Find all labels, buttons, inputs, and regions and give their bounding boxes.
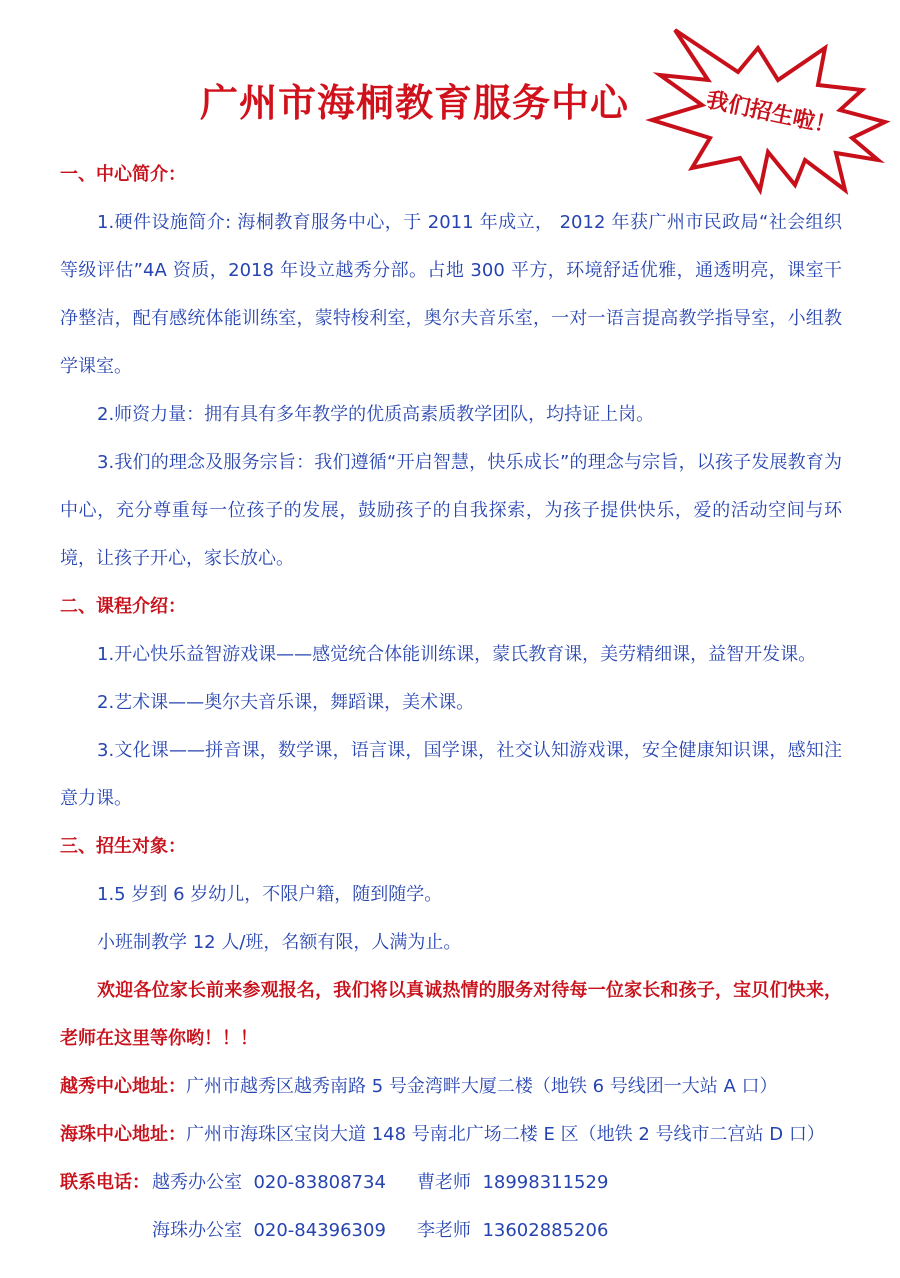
section-heading: 一、中心简介： [60,164,186,185]
badge-text: 我们招生啦！ [704,87,839,140]
contact-row [60,1159,842,1207]
document-body [60,151,842,1255]
paragraph: 1.5 岁到 6 岁幼儿，不限户籍，随到随学。 [97,884,443,905]
address-label: 越秀中心地址： [60,1076,186,1097]
address-value: 广州市越秀区越秀南路 5 号金湾畔大厦二楼（地铁 6 号线团一大站 A 口） [186,1076,778,1097]
address-value: 广州市海珠区宝岗大道 148 号南北广场二楼 E 区（地铁 2 号线市二宫站 D 口） [186,1124,825,1145]
office-phone: 海珠办公室 020-84396309 [152,1220,386,1241]
paragraph: 1.开心快乐益智游戏课——感觉统合体能训练课，蒙氏教育课，美劳精细课，益智开发课。 [97,644,817,665]
address-yuexiu [60,1063,842,1111]
paragraph: 3.文化课——拼音课，数学课，语言课，国学课，社交认知游戏课，安全健康知识课，感知注意力课。 [60,740,842,809]
address-haizhu [60,1111,842,1159]
paragraph: 1.硬件设施简介: 海桐教育服务中心，于 2011 年成立， 2012 年获广州市民政局“社会组织等级评估”4A 资质，2018 年设立越秀分部。占地 300 平方，环境舒适优雅，通透明亮，课室干净整洁，配有感统体能训练室，蒙特梭利室，奥尔夫音乐室，一对一语言提高教学指导室，小组教学课室。 [60,212,842,377]
paragraph: 2.师资力量：拥有具有多年教学的优质高素质教学团队，均持证上岗。 [97,404,655,425]
paragraph: 2.艺术课——奥尔夫音乐课，舞蹈课，美术课。 [97,692,475,713]
office-phone: 越秀办公室 020-83808734 [152,1172,386,1193]
paragraph: 3.我们的理念及服务宗旨：我们遵循“开启智慧，快乐成长”的理念与宗旨，以孩子发展教育为中心，充分尊重每一位孩子的发展，鼓励孩子的自我探索，为孩子提供快乐，爱的活动空间与环境，让孩子开心，家长放心。 [60,452,842,569]
welcome-message: 欢迎各位家长前来参观报名，我们将以真诚热情的服务对待每一位家长和孩子，宝贝们快来，老师在这里等你哟！！！ [60,980,842,1049]
address-label: 海珠中心地址： [60,1124,186,1145]
section-heading: 三、招生对象： [60,836,186,857]
paragraph: 小班制教学 12 人/班，名额有限，人满为止。 [97,932,462,953]
section-heading: 二、课程介绍： [60,596,186,617]
page-title: 广州市海桐教育服务中心 [200,81,630,125]
contact-row [60,1207,842,1255]
teacher-phone: 曹老师 18998311529 [417,1172,609,1193]
teacher-phone: 李老师 13602885206 [417,1220,609,1241]
contact-label: 联系电话： [60,1172,150,1193]
